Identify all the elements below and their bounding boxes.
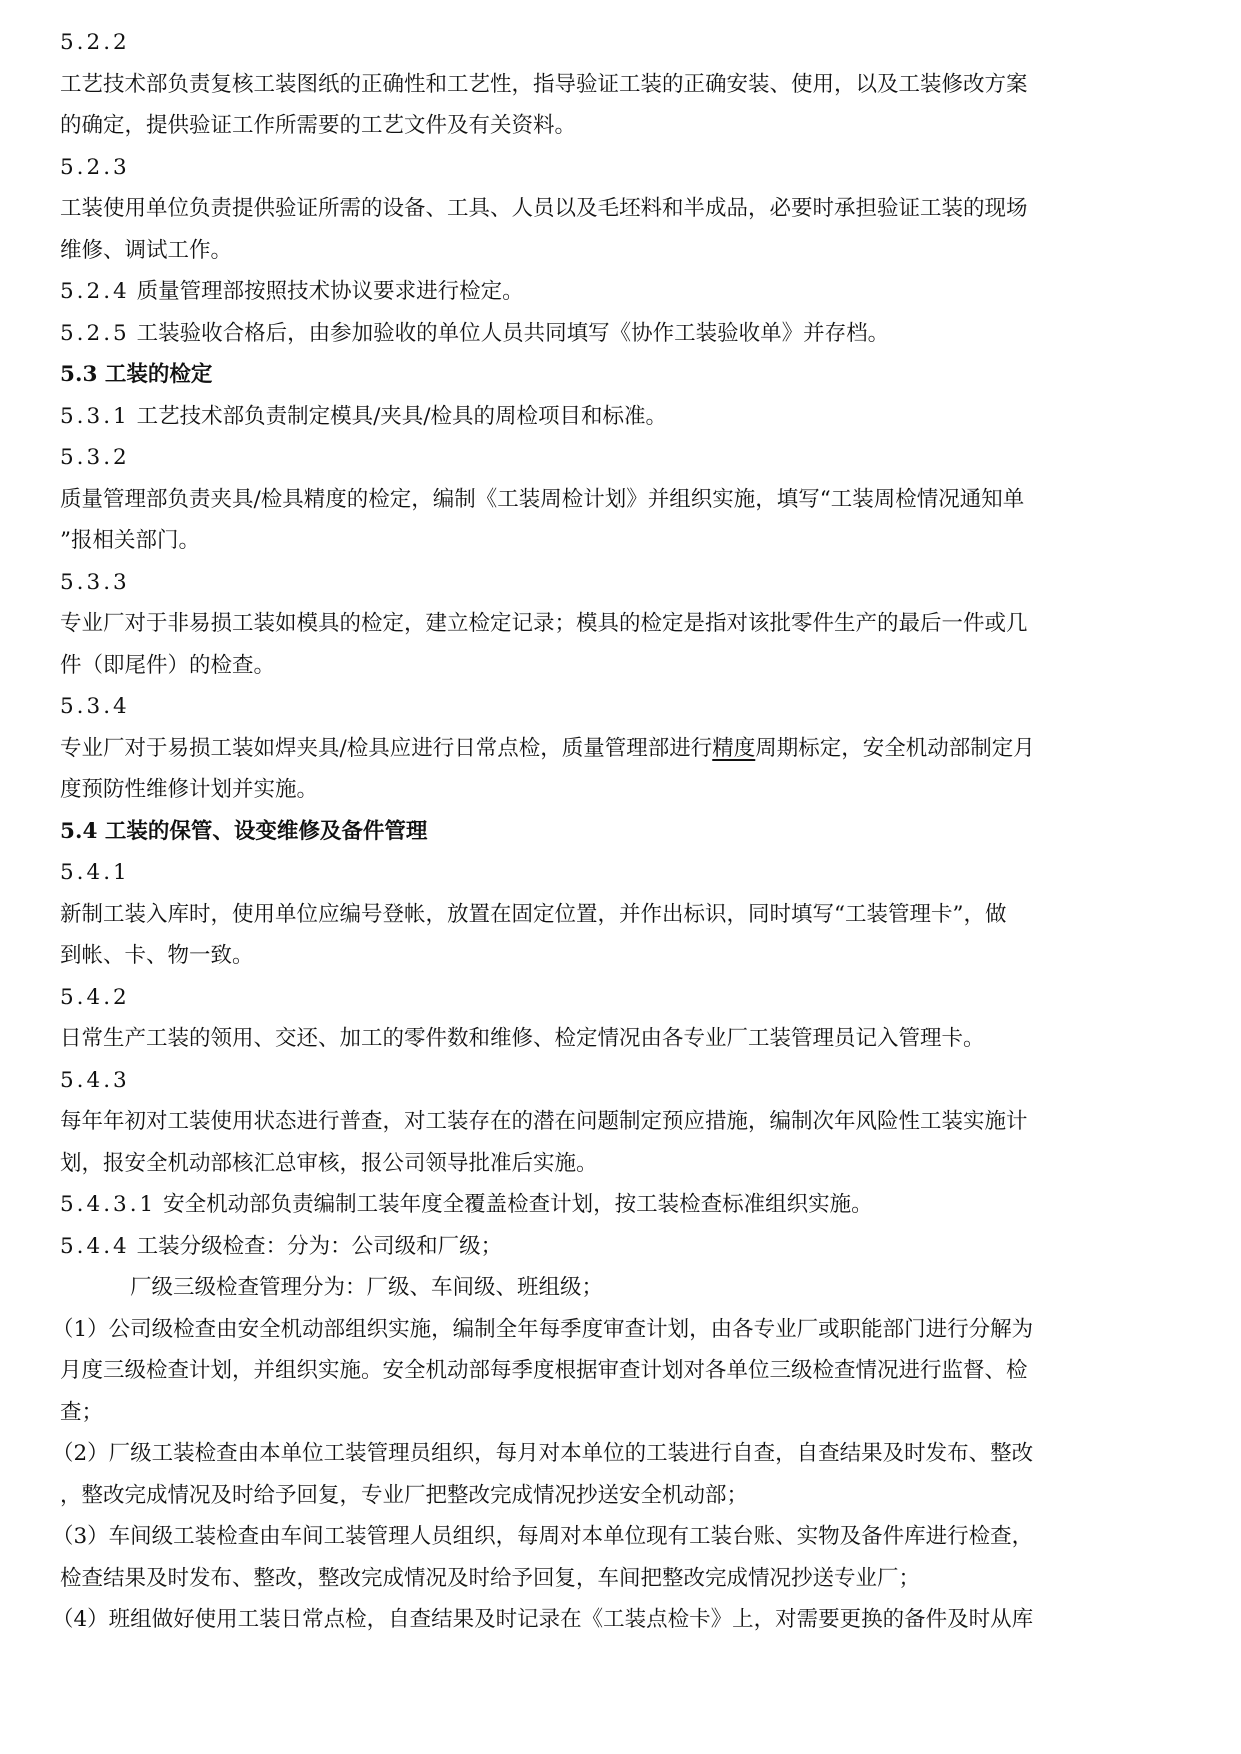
clause-text-part: 周期标定，安全机动部制定月 bbox=[755, 735, 1035, 761]
clause-text: 每年年初对工装使用状态进行普查，对工装存在的潜在问题制定预应措施，编制次年风险性工装实施计 bbox=[60, 1109, 1028, 1134]
clause-text bbox=[60, 728, 1201, 770]
list-item-text: （1）公司级检查由安全机动部组织实施，编制全年每季度审查计划，由各专业厂或职能部门进行分解为 bbox=[52, 1316, 1034, 1342]
list-item-text: ，整改完成情况及时给予回复，专业厂把整改完成情况抄送安全机动部； bbox=[60, 1482, 749, 1508]
clause-text: 划，报安全机动部核汇总审核，报公司领导批准后实施。 bbox=[60, 1150, 598, 1176]
clause-text: 到帐、卡、物一致。 bbox=[60, 943, 254, 968]
clause-number: 5.2.4 bbox=[60, 279, 130, 304]
clause-text: 专业厂对于非易损工装如模具的检定，建立检定记录；模具的检定是指对该批零件生产的最后一件或几 bbox=[60, 611, 1028, 636]
clause-number: 5.2.2 bbox=[60, 30, 130, 55]
clause-number: 5.3.1 bbox=[60, 403, 130, 429]
clause-number: 5.3.4 bbox=[60, 694, 130, 719]
clause-text-part: 专业厂对于易损工装如焊夹具/检具应进行日常点检，质量管理部进行 bbox=[60, 735, 713, 761]
clause-line bbox=[60, 271, 1201, 313]
clause-text: ”报相关部门。 bbox=[60, 528, 200, 553]
section-heading: 5.3 工装的检定 bbox=[60, 362, 213, 387]
clause-text: 件（即尾件）的检查。 bbox=[60, 652, 276, 678]
list-item-text: （4）班组做好使用工装日常点检，自查结果及时记录在《工装点检卡》上，对需要更换的备件及时从库 bbox=[52, 1607, 1034, 1632]
clause-number: 5.4.4 bbox=[60, 1233, 130, 1259]
clause-text: 新制工装入库时，使用单位应编号登帐，放置在固定位置，并作出标识，同时填写“工装管理卡”，做 bbox=[60, 901, 1007, 927]
section-heading: 5.4 工装的保管、设变维修及备件管理 bbox=[60, 818, 428, 844]
clause-text: 工艺技术部负责制定模具/夹具/检具的周检项目和标准。 bbox=[136, 403, 668, 429]
clause-number: 5.4.3 bbox=[60, 1067, 130, 1093]
list-item-text: （3）车间级工装检查由车间工装管理人员组织，每周对本单位现有工装台账、实物及备件库进行检查， bbox=[52, 1524, 1034, 1549]
clause-number: 5.2.5 bbox=[60, 320, 130, 346]
clause-text: 度预防性维修计划并实施。 bbox=[60, 777, 319, 802]
clause-line bbox=[60, 313, 1201, 355]
clause-text: 工装使用单位负责提供验证所需的设备、工具、人员以及毛坯料和半成品，必要时承担验证工装的现场 bbox=[60, 196, 1028, 221]
clause-text: 维修、调试工作。 bbox=[60, 237, 233, 263]
list-item-text: 查； bbox=[60, 1399, 104, 1425]
clause-text: 质量管理部按照技术协议要求进行检定。 bbox=[136, 279, 524, 304]
list-item-text: （2）厂级工装检查由本单位工装管理员组织，每月对本单位的工装进行自查，自查结果及时发布、整改 bbox=[52, 1441, 1034, 1466]
clause-line bbox=[60, 396, 1201, 438]
clause-text: 工装分级检查：分为：公司级和厂级； bbox=[136, 1233, 503, 1259]
clause-subtext: 厂级三级检查管理分为：厂级、车间级、班组级； bbox=[130, 1275, 604, 1300]
clause-text: 工艺技术部负责复核工装图纸的正确性和工艺性，指导验证工装的正确安装、使用，以及工装修改方案 bbox=[60, 71, 1028, 97]
clause-number: 5.3.3 bbox=[60, 569, 130, 595]
clause-number: 5.2.3 bbox=[60, 154, 130, 180]
clause-line bbox=[60, 1184, 1201, 1226]
clause-text: 安全机动部负责编制工装年度全覆盖检查计划，按工装检查标准组织实施。 bbox=[163, 1192, 873, 1217]
clause-number: 5.4.2 bbox=[60, 984, 130, 1010]
clause-number: 5.3.2 bbox=[60, 445, 130, 470]
clause-text: 日常生产工装的领用、交还、加工的零件数和维修、检定情况由各专业厂工装管理员记入管理卡。 bbox=[60, 1026, 985, 1051]
list-item-text: 检查结果及时发布、整改，整改完成情况及时给予回复，车间把整改完成情况抄送专业厂； bbox=[60, 1565, 921, 1591]
clause-line bbox=[60, 1226, 1201, 1268]
clause-text: 工装验收合格后，由参加验收的单位人员共同填写《协作工装验收单》并存档。 bbox=[136, 320, 890, 346]
clause-text: 质量管理部负责夹具/检具精度的检定，编制《工装周检计划》并组织实施，填写“工装周检情况通知单 bbox=[60, 486, 1025, 512]
clause-number: 5.4.3.1 bbox=[60, 1192, 157, 1217]
list-item-text: 月度三级检查计划，并组织实施。安全机动部每季度根据审查计划对各单位三级检查情况进行监督、检 bbox=[60, 1358, 1028, 1383]
clause-number: 5.4.1 bbox=[60, 860, 130, 885]
underlined-term: 精度 bbox=[712, 735, 756, 761]
clause-text: 的确定，提供验证工作所需要的工艺文件及有关资料。 bbox=[60, 113, 577, 138]
